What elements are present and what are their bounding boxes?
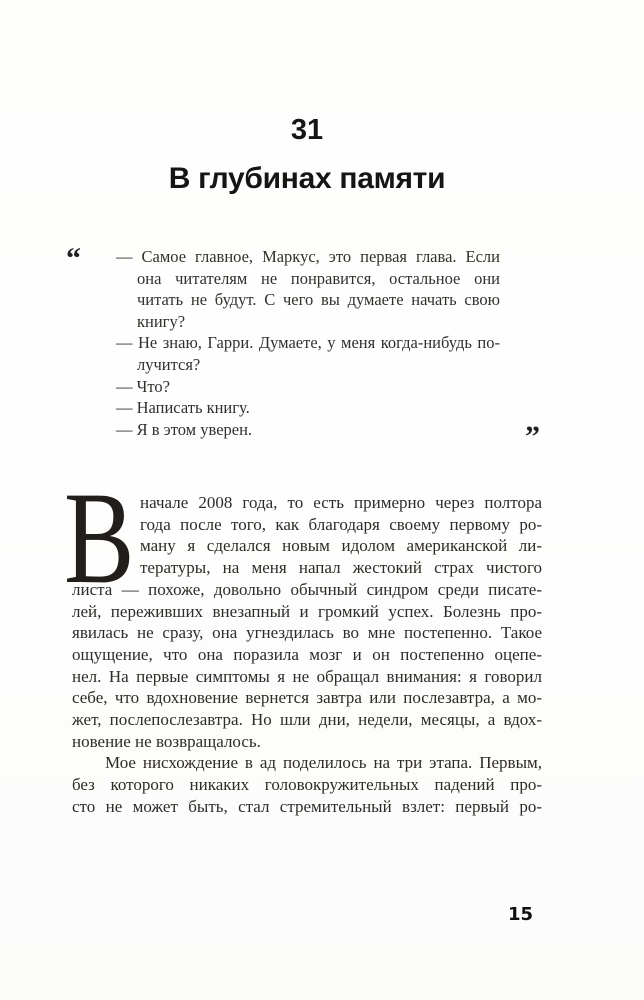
dialogue-line: — Я в этом уверен. <box>116 419 253 439</box>
dialogue-line: — Самое главное, Маркус, это первая глава. Если <box>116 247 500 266</box>
body-line: тературы, на меня напал жестокий страх чистого <box>140 558 542 578</box>
body-line: без которого никаких головокружительных падений про- <box>72 775 542 795</box>
body-line: жет, послепослезавтра. Но шли дни, недели, месяцы, а вдох- <box>72 710 542 730</box>
page-number: 15 <box>508 904 534 925</box>
body-line: нел. На первые симптомы я не обращал внимания: я говорил <box>72 666 542 686</box>
dialogue-line: — Что? <box>116 376 170 396</box>
body-line: начале 2008 года, то есть примерно через полтора <box>140 493 542 512</box>
dialogue-line: — Не знаю, Гарри. Думаете, у меня когда-нибудь по- <box>116 333 500 353</box>
dialogue-line: читать не будут. С чего вы думаете начать свою <box>137 290 500 310</box>
body-line: сто не может быть, стал стремительный взлет: первый ро- <box>72 796 542 816</box>
body-line: ману я сделался новым идолом американской ли- <box>140 536 542 556</box>
epigraph-dialogue-block <box>66 242 540 453</box>
body-line: себе, что вдохновение вернется завтра или послезавтра, а мо- <box>72 688 542 708</box>
chapter-title: В глубинах памяти <box>168 162 446 195</box>
dialogue-line: — Написать книгу. <box>116 398 250 418</box>
body-text <box>64 464 542 818</box>
drop-cap-letter: В <box>64 464 135 611</box>
body-line: явилась не сразу, она угнездилась во мне постепенно. Такое <box>72 623 542 643</box>
body-line: лей, переживших внезапный и громкий успех. Болезнь про- <box>72 601 542 621</box>
body-line: листа — похоже, довольно обычный синдром среди писате- <box>72 579 542 599</box>
body-line: года после того, как благодаря своему первому ро- <box>140 514 542 534</box>
chapter-number: 31 <box>290 114 324 146</box>
dialogue-line: она читателям не понравится, остальное они <box>137 268 500 288</box>
body-line: Мое нисхождение в ад поделилось на три этапа. Первым, <box>105 753 542 773</box>
open-quote-mark: “ <box>66 242 81 275</box>
dialogue-line: лучится? <box>137 354 201 374</box>
dialogue-line: книгу? <box>137 311 186 331</box>
body-line: новение не возвращалось. <box>72 731 261 751</box>
body-line: ощущение, что она поразила мозг и он постепенно оцепе- <box>72 644 542 664</box>
close-quote-mark: ” <box>525 420 540 453</box>
